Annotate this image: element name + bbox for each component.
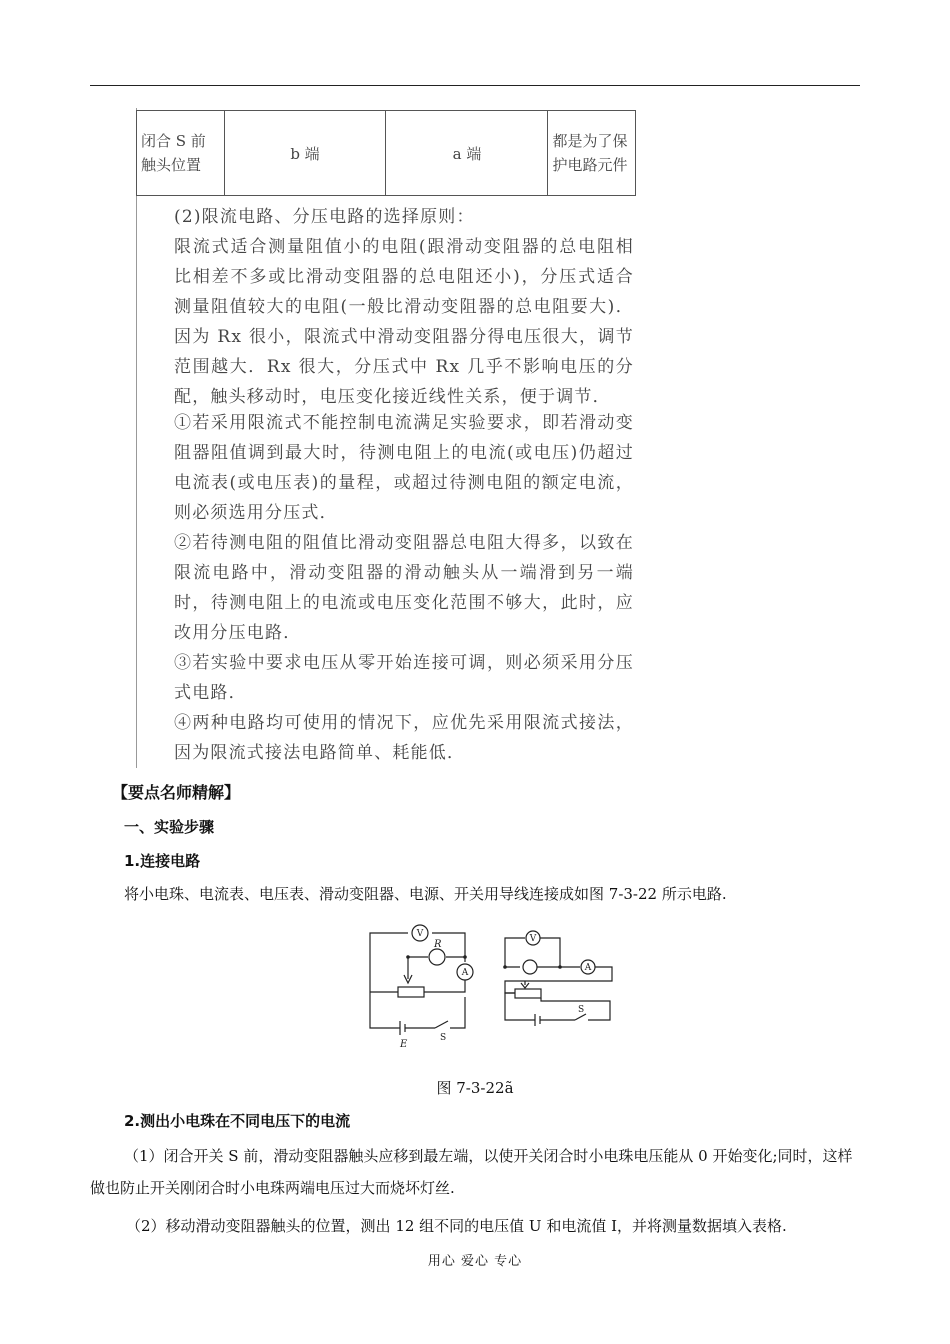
step-2-text: （2）移动滑动变阻器触头的位置，测出 12 组不同的电压值 U 和电流值 I，并将测量数据填入表格. <box>126 1217 787 1235</box>
scan-paragraph-4: ②若待测电阻的阻值比滑动变阻器总电阻大得多，以致在限流电路中，滑动变阻器的滑动触头从一端滑到另一端时，待测电阻上的电流或电压变化范围不够大，此时，应改用分压电路． <box>174 533 634 643</box>
scan-paragraph-2: 限流式适合测量阻值小的电阻(跟滑动变阻器的总电阻相比相差不多或比滑动变阻器的总电阻还小)，分压式适合测量阻值较大的电阻(一般比滑动变阻器的总电阻要大)．因为 Rx 很小，限流式中滑动变阻器分得电压很大，调节范围越大．Rx 很大，分压式中 Rx 几乎不影响电压的分配，触头移动时，电压变化接近线性关系，便于调节． <box>174 237 634 407</box>
scan-margin-line <box>136 108 137 768</box>
switch-1 <box>435 1021 448 1028</box>
scan-paragraph-3: ①若采用限流式不能控制电流满足实验要求，即若滑动变阻器阻值调到最大时，待测电阻上的电流(或电压)仍超过电流表(或电压表)的量程，或超过待测电阻的额定电流，则必须选用分压式． <box>174 413 634 523</box>
lamp-1 <box>429 949 445 965</box>
contact-position-table <box>136 110 636 196</box>
step-1-text: （1）闭合开关 S 前，滑动变阻器触头应移到最左端，以使开关闭合时小电珠电压能从 0 开始变化;同时，这样做也防止开关刚闭合时小电珠两端电压过大而烧坏灯丝. <box>90 1147 853 1197</box>
label-v-2: V <box>529 934 537 944</box>
label-e: E <box>400 1039 408 1050</box>
wire-to-rheostat <box>424 980 465 992</box>
sub-heading-steps: 一、实验步骤 <box>124 818 215 836</box>
label-a-2: A <box>584 963 592 973</box>
table-cell-b-end: b 端 <box>224 111 386 196</box>
rheostat-1 <box>398 987 424 997</box>
right-wire-top <box>505 938 525 967</box>
scan-paragraph-6: ④两种电路均可使用的情况下，应优先采用限流式接法，因为限流式接法电路简单、耗能低． <box>174 713 634 763</box>
table-row <box>137 111 636 196</box>
page-footer: 用心 爱心 专心 <box>427 1254 523 1269</box>
lamp-2 <box>523 960 537 974</box>
table-cell-note: 都是为了保护电路元件 <box>548 111 636 196</box>
section-title: 【要点名师精解】 <box>112 783 241 802</box>
label-a-1: A <box>461 968 469 978</box>
table-row-label: 闭合 S 前触头位置 <box>137 111 225 196</box>
label-r: R <box>434 939 442 950</box>
left-wire-outer <box>370 933 408 1028</box>
label-s-2: S <box>578 1005 585 1015</box>
label-s-1: S <box>440 1033 447 1043</box>
table-cell-a-end: a 端 <box>386 111 548 196</box>
rheostat-2 <box>515 989 541 998</box>
scan-paragraph-1: (2)限流电路、分压电路的选择原则： <box>174 207 475 227</box>
connect-text: 将小电珠、电流表、电压表、滑动变阻器、电源、开关用导线连接成如图 7-3-22 所示电路. <box>124 885 727 903</box>
circuit-diagram <box>360 915 620 1050</box>
sub-heading-connect: 1.连接电路 <box>124 852 201 870</box>
label-v-1: V <box>416 929 424 939</box>
sub-heading-measure: 2.测出小电珠在不同电压下的电流 <box>124 1112 351 1130</box>
header-rule <box>90 85 860 86</box>
scan-paragraph-5: ③若实验中要求电压从零开始连接可调，则必须采用分压式电路． <box>174 653 634 703</box>
figure-caption: 图 7-3-22ã <box>436 1079 514 1097</box>
